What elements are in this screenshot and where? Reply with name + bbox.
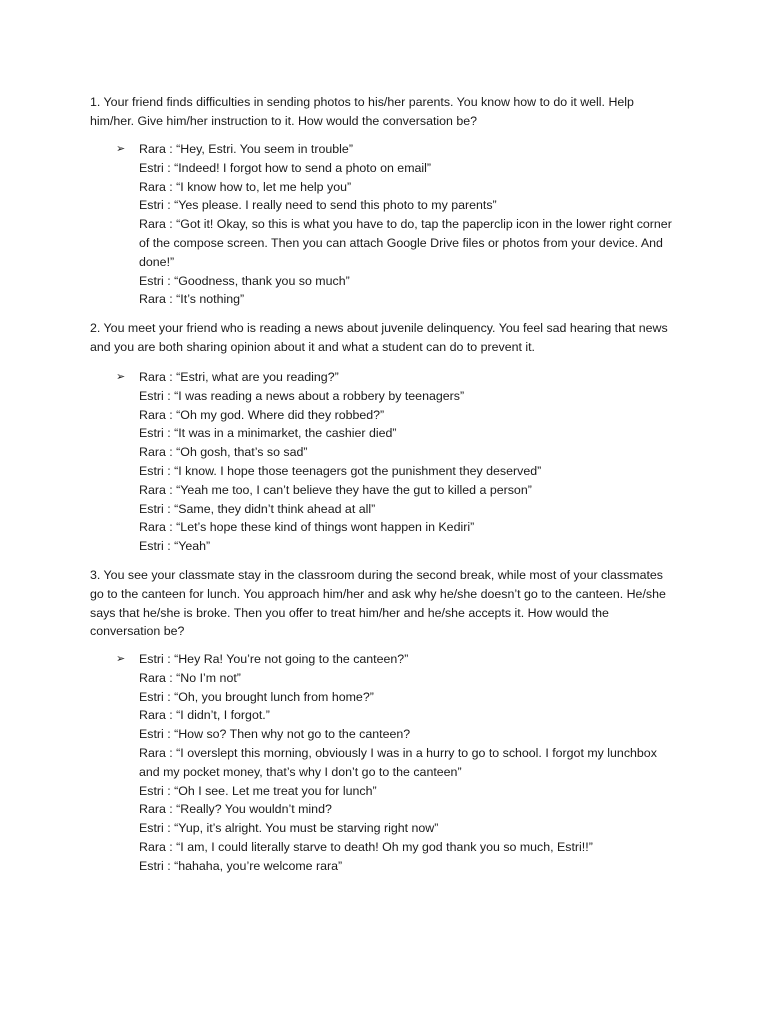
dialog-line: Rara : “Hey, Estri. You seem in trouble” bbox=[139, 142, 353, 156]
dialog-2 bbox=[116, 368, 676, 556]
arrow-bullet-icon: ➢ bbox=[116, 370, 126, 383]
dialog-line: Estri : “Yup, it’s alright. You must be starving right now” bbox=[139, 821, 439, 836]
dialog-3 bbox=[116, 650, 676, 876]
arrow-bullet-icon: ➢ bbox=[116, 652, 126, 665]
question-3: 3. You see your classmate stay in the classroom during the second break, while most of your classmates go to the canteen for lunch. You approach him/her and ask why he/she doesn’t go to the canteen. He/she says that he/she is broke. Then you offer to treat him/her and he/she accepts it. How would the conversation be? bbox=[90, 568, 666, 639]
dialog-line: Rara : “Oh my god. Where did they robbed?” bbox=[139, 407, 385, 422]
dialog-line: Estri : “Same, they didn’t think ahead at all” bbox=[139, 501, 376, 516]
dialog-line: Estri : “I was reading a news about a robbery by teenagers” bbox=[139, 388, 465, 403]
dialog-line: Rara : “I am, I could literally starve to death! Oh my god thank you so much, Estri!!” bbox=[139, 839, 593, 854]
dialog-line: Estri : “Goodness, thank you so much” bbox=[139, 273, 350, 288]
question-1: 1. Your friend finds difficulties in sending photos to his/her parents. You know how to do it well. Help him/her. Give him/her instruction to it. How would the conversation be? bbox=[90, 95, 634, 128]
question-2: 2. You meet your friend who is reading a news about juvenile delinquency. You feel sad hearing that news and you are both sharing opinion about it and what a student can do to prevent it. bbox=[90, 321, 668, 354]
dialog-line: Rara : “Got it! Okay, so this is what you have to do, tap the paperclip icon in the lower right corner of the compose screen. Then you can attach Google Drive files or photos from your device. And done!” bbox=[139, 217, 672, 269]
dialog-line: Rara : “Let’s hope these kind of things wont happen in Kediri” bbox=[139, 520, 475, 535]
arrow-bullet-icon: ➢ bbox=[116, 142, 126, 155]
dialog-lines bbox=[139, 368, 676, 556]
dialog-line: Rara : “Oh gosh, that’s so sad” bbox=[139, 445, 308, 460]
dialog-line: Estri : “I know. I hope those teenagers got the punishment they deserved” bbox=[139, 463, 542, 478]
dialog-line: Estri : “Yes please. I really need to send this photo to my parents” bbox=[139, 198, 497, 213]
dialog-line: Rara : “Really? You wouldn’t mind? bbox=[139, 802, 332, 817]
dialog-1 bbox=[116, 140, 676, 309]
dialog-line: Rara : “I know how to, let me help you” bbox=[139, 179, 352, 194]
dialog-line: Estri : “It was in a minimarket, the cashier died” bbox=[139, 426, 397, 441]
dialog-line: Estri : “Oh I see. Let me treat you for lunch” bbox=[139, 783, 377, 798]
dialog-line: Estri : “Hey Ra! You’re not going to the canteen?” bbox=[139, 652, 409, 666]
dialog-line: Estri : “How so? Then why not go to the canteen? bbox=[139, 727, 411, 742]
dialog-line: Rara : “Estri, what are you reading?” bbox=[139, 370, 339, 384]
dialog-line: Rara : “I overslept this morning, obviously I was in a hurry to go to school. I forgot my lunchbox and my pocket money, that’s why I don’t go to the canteen” bbox=[139, 745, 657, 779]
dialog-line: Estri : “Oh, you brought lunch from home?” bbox=[139, 689, 374, 704]
dialog-line: Rara : “No I’m not” bbox=[139, 670, 241, 685]
dialog-lines bbox=[139, 650, 676, 876]
dialog-line: Estri : “hahaha, you’re welcome rara” bbox=[139, 858, 343, 873]
dialog-line: Estri : “Indeed! I forgot how to send a photo on email” bbox=[139, 160, 432, 175]
dialog-lines bbox=[139, 140, 676, 309]
dialog-line: Estri : “Yeah” bbox=[139, 539, 211, 554]
dialog-line: Rara : “Yeah me too, I can’t believe they have the gut to killed a person” bbox=[139, 482, 532, 497]
dialog-line: Rara : “It’s nothing” bbox=[139, 292, 245, 307]
dialog-line: Rara : “I didn’t, I forgot.” bbox=[139, 708, 270, 723]
